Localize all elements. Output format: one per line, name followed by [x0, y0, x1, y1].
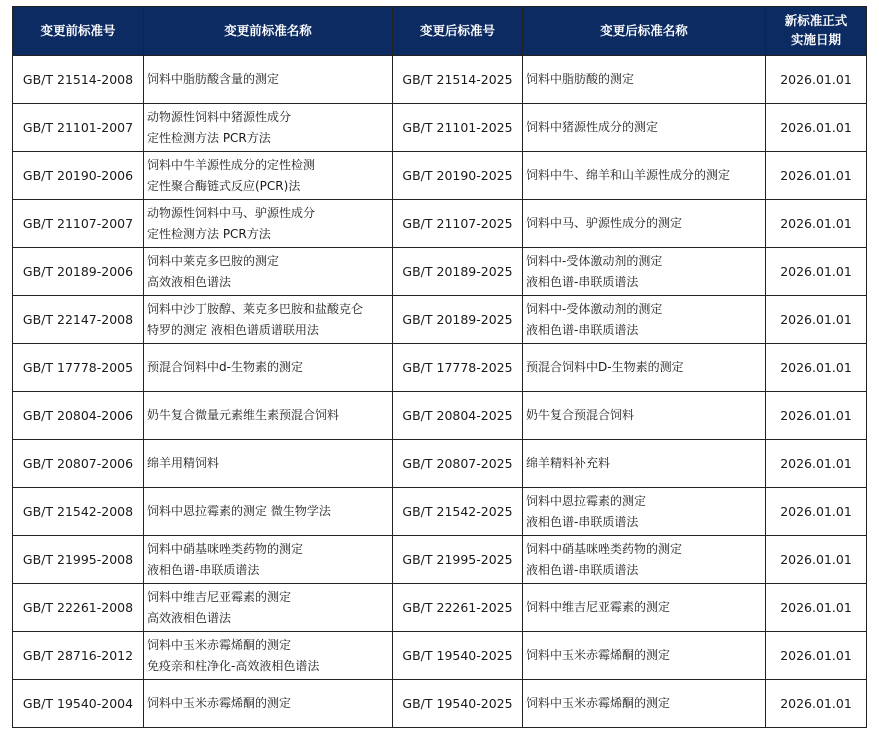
old-standard-no: GB/T 19540-2004 [13, 680, 144, 728]
old-standard-name [144, 488, 393, 536]
old-standard-name-line: 饲料中牛羊源性成分的定性检测 [147, 157, 316, 172]
old-standard-name [144, 440, 393, 488]
old-standard-name [144, 584, 393, 632]
table-row [13, 584, 867, 632]
new-standard-name-line: 饲料中玉米赤霉烯酮的测定 [526, 696, 671, 710]
implementation-date: 2026.01.01 [766, 584, 867, 632]
new-standard-no: GB/T 19540-2025 [393, 680, 523, 728]
header-date-line-2: 实施日期 [790, 32, 841, 47]
old-standard-name-line: 饲料中沙丁胺醇、莱克多巴胺和盐酸克仑 [147, 301, 364, 316]
new-standard-name [523, 200, 766, 248]
new-standard-name [523, 296, 766, 344]
table-row [13, 488, 867, 536]
new-standard-name-line: 饲料中马、驴源性成分的测定 [526, 216, 683, 230]
implementation-date: 2026.01.01 [766, 344, 867, 392]
new-standard-no: GB/T 21995-2025 [393, 536, 523, 584]
new-standard-no: GB/T 20190-2025 [393, 152, 523, 200]
implementation-date: 2026.01.01 [766, 56, 867, 104]
old-standard-name [144, 104, 393, 152]
implementation-date: 2026.01.01 [766, 488, 867, 536]
new-standard-no: GB/T 20189-2025 [393, 296, 523, 344]
table-row [13, 296, 867, 344]
old-standard-name-line: 高效液相色谱法 [147, 610, 232, 625]
table-row [13, 248, 867, 296]
old-standard-name-line: 特罗的测定 液相色谱质谱联用法 [147, 322, 319, 337]
new-standard-name [523, 488, 766, 536]
new-standard-name-line: 饲料中硝基咪唑类药物的测定 [526, 541, 683, 556]
implementation-date: 2026.01.01 [766, 392, 867, 440]
table-row [13, 200, 867, 248]
old-standard-name-line: 饲料中维吉尼亚霉素的测定 [147, 589, 292, 604]
table-row [13, 104, 867, 152]
new-standard-name-line: 饲料中维吉尼亚霉素的测定 [526, 600, 671, 614]
old-standard-name-line: 高效液相色谱法 [147, 274, 232, 289]
old-standard-no: GB/T 20807-2006 [13, 440, 144, 488]
table-row [13, 56, 867, 104]
new-standard-name-line: 液相色谱-串联质谱法 [526, 322, 639, 337]
new-standard-name [523, 680, 766, 728]
header-implementation-date [766, 7, 867, 56]
table-row [13, 680, 867, 728]
new-standard-no: GB/T 20189-2025 [393, 248, 523, 296]
new-standard-name-line: 饲料中-受体激动剂的测定 [526, 301, 663, 316]
implementation-date: 2026.01.01 [766, 632, 867, 680]
old-standard-name [144, 632, 393, 680]
old-standard-name [144, 536, 393, 584]
old-standard-name-line: 饲料中硝基咪唑类药物的测定 [147, 541, 304, 556]
old-standard-name [144, 56, 393, 104]
new-standard-name [523, 344, 766, 392]
old-standard-name [144, 296, 393, 344]
new-standard-no: GB/T 20804-2025 [393, 392, 523, 440]
table-row [13, 536, 867, 584]
implementation-date: 2026.01.01 [766, 440, 867, 488]
new-standard-name [523, 56, 766, 104]
old-standard-no: GB/T 22147-2008 [13, 296, 144, 344]
old-standard-no: GB/T 21107-2007 [13, 200, 144, 248]
old-standard-name-line: 饲料中莱克多巴胺的测定 [147, 253, 280, 268]
old-standard-name-line: 饲料中脂肪酸含量的测定 [147, 72, 280, 86]
old-standard-no: GB/T 20190-2006 [13, 152, 144, 200]
old-standard-name-line: 免疫亲和柱净化-高效液相色谱法 [147, 658, 320, 673]
old-standard-name [144, 392, 393, 440]
new-standard-name-line: 液相色谱-串联质谱法 [526, 514, 639, 529]
new-standard-no: GB/T 21542-2025 [393, 488, 523, 536]
new-standard-name [523, 536, 766, 584]
new-standard-name [523, 152, 766, 200]
old-standard-name-line: 动物源性饲料中马、驴源性成分 [147, 205, 316, 220]
new-standard-name [523, 584, 766, 632]
old-standard-name-line: 饲料中玉米赤霉烯酮的测定 [147, 696, 292, 710]
new-standard-name-line: 饲料中牛、绵羊和山羊源性成分的测定 [526, 168, 731, 182]
new-standard-name [523, 392, 766, 440]
table-row [13, 344, 867, 392]
old-standard-no: GB/T 20189-2006 [13, 248, 144, 296]
new-standard-no: GB/T 20807-2025 [393, 440, 523, 488]
old-standard-no: GB/T 17778-2005 [13, 344, 144, 392]
new-standard-no: GB/T 21101-2025 [393, 104, 523, 152]
header-date-line-1: 新标准正式 [784, 13, 848, 29]
implementation-date: 2026.01.01 [766, 152, 867, 200]
new-standard-name-line: 饲料中恩拉霉素的测定 [526, 493, 647, 508]
implementation-date: 2026.01.01 [766, 296, 867, 344]
new-standard-name [523, 248, 766, 296]
old-standard-name [144, 680, 393, 728]
new-standard-name-line: 饲料中猪源性成分的测定 [526, 120, 659, 134]
old-standard-name-line: 绵羊用精饲料 [147, 456, 220, 470]
old-standard-name [144, 248, 393, 296]
new-standard-name [523, 440, 766, 488]
new-standard-name-line: 饲料中脂肪酸的测定 [526, 72, 635, 86]
implementation-date: 2026.01.01 [766, 200, 867, 248]
table-row [13, 632, 867, 680]
new-standard-name [523, 632, 766, 680]
old-standard-name-line: 奶牛复合微量元素维生素预混合饲料 [147, 408, 340, 422]
new-standard-name-line: 奶牛复合预混合饲料 [526, 408, 635, 422]
new-standard-no: GB/T 19540-2025 [393, 632, 523, 680]
new-standard-no: GB/T 17778-2025 [393, 344, 523, 392]
implementation-date: 2026.01.01 [766, 680, 867, 728]
old-standard-name-line: 定性检测方法 PCR方法 [147, 130, 271, 145]
old-standard-no: GB/T 22261-2008 [13, 584, 144, 632]
header-new-standard-no: 变更后标准号 [393, 7, 523, 56]
implementation-date: 2026.01.01 [766, 104, 867, 152]
old-standard-name [144, 200, 393, 248]
old-standard-name-line: 定性检测方法 PCR方法 [147, 226, 271, 241]
new-standard-name-line: 预混合饲料中D-生物素的测定 [526, 360, 684, 374]
header-old-standard-no: 变更前标准号 [13, 7, 144, 56]
old-standard-name-line: 饲料中恩拉霉素的测定 微生物学法 [147, 504, 331, 518]
new-standard-name-line: 饲料中-受体激动剂的测定 [526, 253, 663, 268]
new-standard-name-line: 液相色谱-串联质谱法 [526, 274, 639, 289]
old-standard-no: GB/T 20804-2006 [13, 392, 144, 440]
table-row [13, 392, 867, 440]
table-header-row [13, 7, 867, 56]
old-standard-no: GB/T 28716-2012 [13, 632, 144, 680]
new-standard-name [523, 104, 766, 152]
new-standard-name-line: 绵羊精料补充料 [526, 456, 611, 470]
implementation-date: 2026.01.01 [766, 248, 867, 296]
header-old-standard-name: 变更前标准名称 [144, 7, 393, 56]
old-standard-name-line: 动物源性饲料中猪源性成分 [147, 109, 292, 124]
old-standard-name-line: 液相色谱-串联质谱法 [147, 562, 260, 577]
table-row [13, 440, 867, 488]
new-standard-no: GB/T 21514-2025 [393, 56, 523, 104]
new-standard-no: GB/T 22261-2025 [393, 584, 523, 632]
old-standard-no: GB/T 21542-2008 [13, 488, 144, 536]
table-body [13, 56, 867, 728]
old-standard-no: GB/T 21101-2007 [13, 104, 144, 152]
old-standard-name [144, 344, 393, 392]
header-new-standard-name: 变更后标准名称 [523, 7, 766, 56]
old-standard-name-line: 饲料中玉米赤霉烯酮的测定 [147, 637, 292, 652]
old-standard-no: GB/T 21514-2008 [13, 56, 144, 104]
implementation-date: 2026.01.01 [766, 536, 867, 584]
new-standard-name-line: 饲料中玉米赤霉烯酮的测定 [526, 648, 671, 662]
old-standard-no: GB/T 21995-2008 [13, 536, 144, 584]
table-row [13, 152, 867, 200]
new-standard-no: GB/T 21107-2025 [393, 200, 523, 248]
old-standard-name-line: 定性聚合酶链式反应(PCR)法 [147, 178, 301, 193]
new-standard-name-line: 液相色谱-串联质谱法 [526, 562, 639, 577]
old-standard-name-line: 预混合饲料中d-生物素的测定 [147, 360, 303, 374]
standards-change-table [12, 6, 867, 728]
old-standard-name [144, 152, 393, 200]
